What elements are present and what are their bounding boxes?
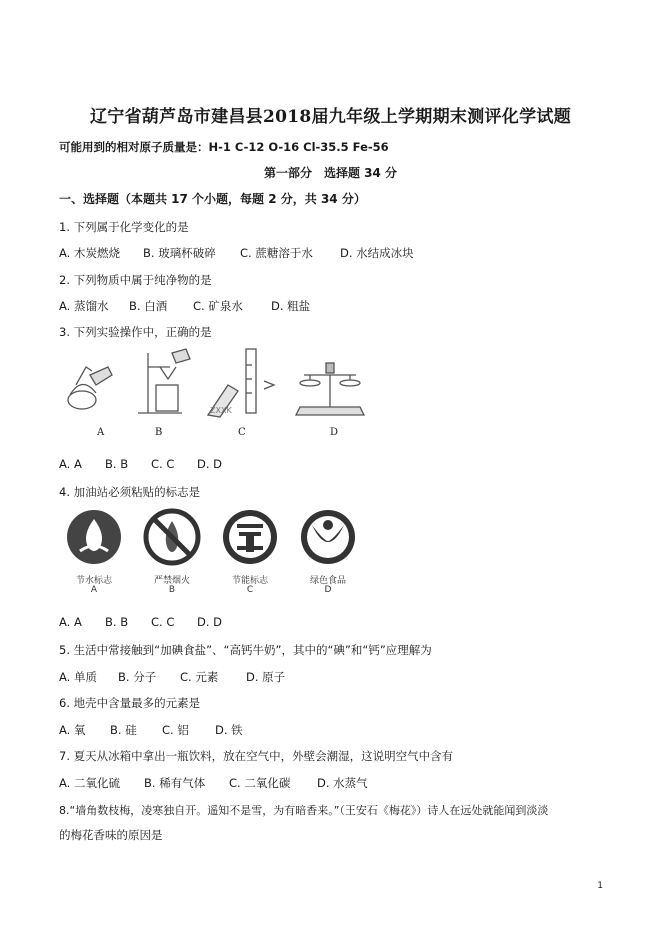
question-3-figure [60, 345, 380, 420]
option-d: D. 粗盐 [271, 299, 311, 313]
question-7-options [59, 775, 368, 791]
signs-illustration [60, 507, 360, 575]
question-7-stem: 7. 夏天从冰箱中拿出一瓶饮料，放在空气中，外壁会潮湿，这说明空气中含有 [59, 749, 454, 763]
option-c: C. 二氧化碳 [229, 776, 291, 790]
sign-caption-a: 节水标志 [75, 576, 112, 586]
option-b: B. 稀有气体 [144, 776, 206, 790]
option-c: C. C [151, 457, 175, 471]
sign-caption-d: 绿色食品 [309, 576, 346, 586]
option-d: D. 水结成冰块 [340, 246, 414, 260]
question-8-stem: 8.“墙角数枝梅，凌寒独自开。遥知不是雪，为有暗香来。”（王安石《梅花》）诗人在远处就能闻到淡淡 [59, 804, 549, 817]
option-a: A. 二氧化硫 [59, 776, 120, 790]
option-b: B. 玻璃杯破碎 [143, 246, 216, 260]
option-d: D. 原子 [246, 670, 286, 684]
option-b: B. 硅 [110, 723, 137, 737]
option-a: A. A [59, 615, 82, 629]
option-a: A. 氧 [59, 723, 86, 737]
option-c: C. 矿泉水 [193, 299, 243, 313]
part-heading: 第一部分 选择题 34 分 [263, 166, 398, 180]
option-d: D. 水蒸气 [317, 776, 368, 790]
option-d: D. D [197, 615, 223, 629]
option-b: B. 白酒 [129, 299, 168, 313]
option-d: D. 铁 [215, 723, 243, 737]
figure-label-c: C [238, 427, 246, 438]
option-c: C. C [151, 615, 175, 629]
question-5-stem: 5. 生活中常接触到“加碘食盐”、“高钙牛奶”，其中的“碘”和“钙”应理解为 [59, 643, 432, 657]
option-b: B. 分子 [118, 670, 157, 684]
question-3-options [59, 457, 222, 471]
option-c: C. 蔗糖溶于水 [240, 246, 313, 260]
lab-operations-illustration [60, 345, 380, 420]
question-4-figure [60, 507, 360, 575]
exam-title: 辽宁省葫芦岛市建昌县2018届九年级上学期期末测评化学试题 [89, 107, 571, 127]
question-6-stem: 6. 地壳中含量最多的元素是 [59, 696, 201, 710]
question-3-stem: 3. 下列实验操作中，正确的是 [59, 325, 212, 339]
question-4-options [59, 615, 222, 629]
figure-label-a: A [97, 427, 105, 438]
sign-label-c: C [246, 585, 254, 595]
option-d: D. D [197, 457, 223, 471]
svg-text:ZXXK: ZXXK [210, 406, 232, 415]
question-6-options [59, 722, 243, 738]
option-b: B. B [105, 615, 129, 629]
question-2-stem: 2. 下列物质中属于纯净物的是 [59, 273, 212, 287]
option-a: A. A [59, 457, 82, 471]
question-1-stem: 1. 下列属于化学变化的是 [59, 220, 189, 234]
option-c: C. 元素 [180, 670, 219, 684]
sign-caption-c: 节能标志 [231, 576, 268, 586]
sign-label-a: A [90, 585, 98, 595]
sign-label-b: B [168, 585, 176, 595]
option-a: A. 蒸馏水 [59, 299, 109, 313]
figure-label-d: D [330, 427, 339, 438]
option-b: B. B [105, 457, 129, 471]
sign-caption-b: 严禁烟火 [153, 576, 190, 586]
option-a: A. 木炭燃烧 [59, 246, 120, 260]
page-number: 1 [597, 881, 603, 891]
question-4-stem: 4. 加油站必须粘贴的标志是 [59, 485, 201, 499]
question-2-options [59, 298, 310, 314]
option-a: A. 单质 [59, 670, 97, 684]
option-c: C. 铝 [162, 723, 189, 737]
question-8-stem-continued: 的梅花香味的原因是 [59, 828, 163, 842]
section-heading: 一、选择题（本题共 17 个小题，每题 2 分，共 34 分） [59, 192, 366, 206]
atomic-mass-line: 可能用到的相对原子质量是：H-1 C-12 O-16 Cl-35.5 Fe-56 [59, 140, 389, 154]
sign-label-d: D [324, 585, 332, 595]
question-1-options [59, 245, 414, 261]
question-5-options [59, 669, 285, 685]
figure-label-b: B [155, 427, 163, 438]
